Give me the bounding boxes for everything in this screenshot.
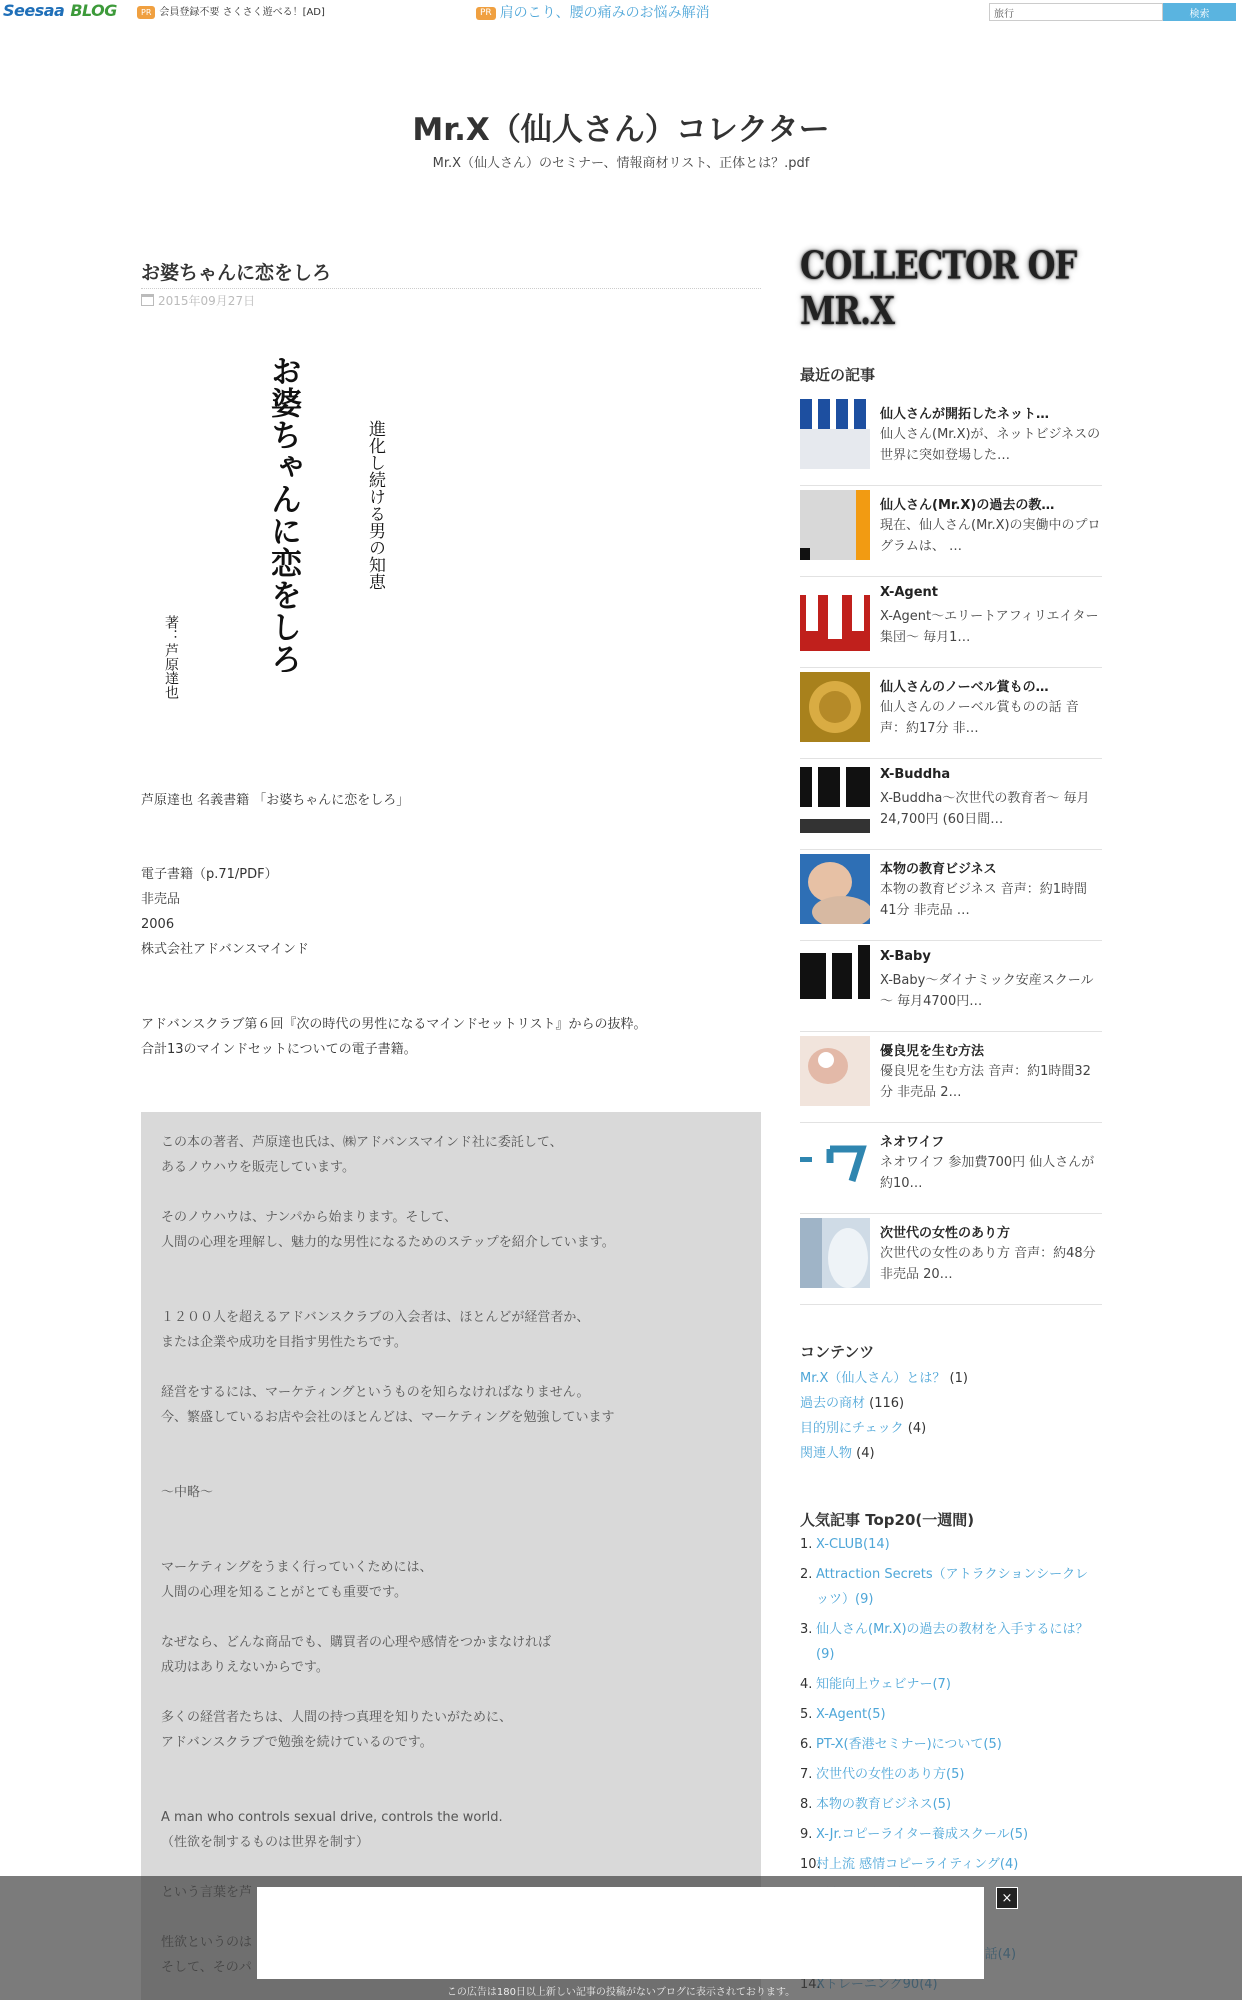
popular-link[interactable]: X-CLUB(14) (816, 1537, 890, 1552)
popular-item (800, 1617, 1100, 1667)
detail-line: 電子書籍（p.71/PDF） (141, 867, 278, 882)
recent-post-title[interactable]: 本物の教育ビジネス (880, 862, 997, 877)
top-ad-link-1[interactable] (137, 3, 325, 19)
logo-blog: BLOG (70, 1, 117, 20)
popular-item (800, 1702, 1100, 1727)
recent-post-snippet: 次世代の女性のあり方 音声：約48分 非売品 20… (880, 1246, 1096, 1282)
popular-link[interactable]: 村上流 感情コピーライティング(4) (816, 1857, 1019, 1872)
post-thumbnail[interactable] (800, 763, 870, 833)
popular-link[interactable]: 仙人さん(Mr.X)の過去の教材を入手するには？(9) (816, 1622, 1089, 1662)
recent-post-item[interactable] (800, 577, 1102, 668)
recent-post-item[interactable] (800, 486, 1102, 577)
recent-post-title[interactable]: 次世代の女性のあり方 (880, 1226, 1011, 1241)
calendar-icon (141, 294, 154, 306)
category-item (800, 1391, 968, 1416)
recent-post-item[interactable] (800, 941, 1102, 1032)
blockquote-text: この本の著者、芦原達也氏は、㈱アドバンスマインド社に委託して、 あるノウハウを販売しています。 そのノウハウは、ナンパから始まります。そして、 人間の心理を理解し、魅力的な男性になるためのステップを紹介しています。 １２００人を超えるアドバンスクラブの入会者は、ほとんどが経営者か、 または企業や成功を目指す男性たちです。 経営をするには、マーケティングというものを知らなければなりません。 今、繁盛しているお店や会社のほとんどは、マーケティングを勉強しています ～中略～ マーケティングをうまく行っていくためには、 人間の心理を知ることがとても重要です。 なぜなら、どんな商品でも、購買者の心理や感情をつかまなければ 成功はありえないからです。 多くの経営者たちは、人間の持つ真理を知りたいがために、 アドバンスクラブで勉強を続けているのです。 A man who controls sexual drive, controls the world. （性欲を制するものは世界を制す） (161, 1135, 615, 1850)
summary-line: 合計13のマインドセットについての電子書籍。 (141, 1042, 417, 1057)
cover-title: お婆ちゃんに恋をしろ (265, 355, 301, 675)
category-item (800, 1416, 968, 1441)
recent-post-snippet: X-Baby～ダイナミック安産スクール～ 毎月4700円… (880, 973, 1094, 1009)
contents-heading: コンテンツ (800, 1343, 875, 1361)
recent-post-title[interactable]: 優良児を生む方法 (880, 1044, 985, 1059)
post-thumbnail[interactable] (800, 1036, 870, 1106)
top-ad-link-2[interactable] (476, 2, 710, 22)
popular-item (800, 1732, 1100, 1757)
blockquote (141, 1112, 761, 2000)
category-item (800, 1366, 968, 1391)
ad-text: 会員登録不要 さくさく遊べる！[AD] (159, 7, 325, 18)
recent-post-snippet: 仙人さん(Mr.X)が、ネットビジネスの世界に突如登場した… (880, 427, 1101, 463)
site-description: Mr.X（仙人さん）のセミナー、情報商材リスト、正体とは？.pdf (432, 156, 810, 171)
category-link[interactable]: 過去の商材 (800, 1396, 866, 1411)
post-thumbnail[interactable] (800, 1127, 870, 1197)
popular-posts-heading: 人気記事 Top20(一週間) (800, 1511, 975, 1529)
post-date-text: 2015年09月27日 (158, 294, 256, 308)
category-count: (1) (949, 1371, 968, 1386)
recent-posts-heading: 最近の記事 (800, 366, 876, 384)
cover-author: 著：芦原達也 (163, 615, 179, 699)
recent-post-item[interactable] (800, 1123, 1102, 1214)
recent-post-title[interactable]: X-Buddha (880, 767, 951, 782)
close-icon[interactable]: × (996, 1887, 1018, 1909)
recent-post-item[interactable] (800, 850, 1102, 941)
cover-subtitle: 進化し続ける男の知恵 (365, 420, 385, 590)
post-paragraph-summary (141, 1012, 646, 1062)
category-link[interactable]: Mr.X（仙人さん）とは？ (800, 1371, 946, 1386)
category-item (800, 1441, 968, 1466)
rank-number: 3. (800, 1622, 813, 1637)
rank-number: 4. (800, 1677, 813, 1692)
logo-seesaa: Seesaa (3, 1, 65, 20)
rank-number: 1. (800, 1537, 813, 1552)
rank-number: 7. (800, 1767, 813, 1782)
category-count: (116) (869, 1396, 905, 1411)
recent-post-item[interactable] (800, 668, 1102, 759)
site-title[interactable]: Mr.X（仙人さん）コレクター (412, 112, 830, 148)
search-button[interactable]: 検索 (1163, 3, 1236, 21)
top-bar (0, 0, 1242, 24)
pr-badge: PR (476, 7, 496, 20)
recent-post-title[interactable]: 仙人さんのノーベル賞もの… (880, 680, 1049, 695)
seesaa-blog-logo[interactable] (3, 1, 117, 20)
rank-number: 5. (800, 1707, 813, 1722)
recent-post-snippet: 現在、仙人さん(Mr.X)の実働中のプログラムは、 … (880, 518, 1101, 554)
pr-badge: PR (137, 6, 155, 19)
rank-number: 9. (800, 1827, 813, 1842)
post-thumbnail[interactable] (800, 945, 870, 1015)
popular-link[interactable]: 次世代の女性のあり方(5) (816, 1767, 965, 1782)
recent-posts-list (800, 395, 1102, 1305)
ad-overlay (0, 1876, 1242, 2000)
ad-notice: この広告は180日以上新しい記事の投稿がないブログに表示されております。 (446, 1987, 796, 1998)
post-paragraph-details (141, 862, 309, 962)
recent-post-item[interactable] (800, 759, 1102, 850)
detail-line: 非売品 (141, 892, 181, 907)
search-input[interactable] (989, 3, 1163, 21)
recent-post-snippet: 優良児を生む方法 音声：約1時間32分 非売品 2… (880, 1064, 1091, 1100)
recent-post-item[interactable] (800, 1214, 1102, 1305)
rank-number: 10. (800, 1857, 821, 1872)
recent-post-snippet: 仙人さんのノーベル賞ものの話 音声：約17分 非… (880, 700, 1079, 736)
recent-post-snippet: 本物の教育ビジネス 音声：約1時間41分 非売品 … (880, 882, 1088, 918)
post-thumbnail[interactable] (800, 581, 870, 651)
popular-item (800, 1822, 1100, 1847)
category-count: (4) (907, 1421, 927, 1436)
category-link[interactable]: 関連人物 (800, 1446, 853, 1461)
post-thumbnail[interactable] (800, 854, 870, 924)
category-link[interactable]: 目的別にチェック (800, 1421, 904, 1436)
post-title[interactable]: お婆ちゃんに恋をしろ (141, 262, 332, 284)
banner-text: COLLECTOR OF MR.X (800, 241, 1077, 334)
recent-post-item[interactable] (800, 395, 1102, 486)
post-thumbnail[interactable] (800, 490, 870, 560)
popular-link[interactable]: X-Agent(5) (816, 1707, 886, 1722)
popular-link[interactable]: 本物の教育ビジネス(5) (816, 1797, 952, 1812)
popular-item (800, 1532, 1100, 1557)
recent-post-snippet: X-Agent～エリートアフィリエイター集団～ 毎月1… (880, 609, 1099, 645)
book-cover-image (141, 345, 431, 725)
popular-item (800, 1562, 1100, 1612)
popular-item (800, 1672, 1100, 1697)
rank-number: 2. (800, 1567, 813, 1582)
post-date (141, 292, 255, 309)
recent-post-title[interactable]: 仙人さんが開拓したネット… (880, 407, 1050, 422)
popular-item (800, 1852, 1100, 1877)
popular-link[interactable]: Attraction Secrets（アトラクションシークレッツ）(9) (816, 1567, 1089, 1607)
recent-post-title[interactable]: 仙人さん(Mr.X)の過去の教… (880, 498, 1055, 513)
rank-number: 6. (800, 1737, 813, 1752)
recent-post-title[interactable]: ネオワイフ (880, 1135, 945, 1150)
title-divider (141, 288, 761, 289)
popular-link[interactable]: 知能向上ウェビナー(7) (816, 1677, 951, 1692)
recent-post-snippet: X-Buddha～次世代の教育者～ 毎月24,700円 (60日間… (880, 791, 1090, 827)
post-paragraph-intro: 芦原達也 名義書籍 「お婆ちゃんに恋をしろ」 (141, 793, 410, 808)
rank-number: 8. (800, 1797, 813, 1812)
popular-item (800, 1762, 1100, 1787)
post-thumbnail[interactable] (800, 1218, 870, 1288)
recent-post-title[interactable]: X-Agent (880, 585, 939, 600)
popular-link[interactable]: PT-X(香港セミナー)について(5) (816, 1737, 1002, 1752)
post-thumbnail[interactable] (800, 399, 870, 469)
ad-text: 肩のこり、腰の痛みのお悩み解消 (499, 5, 710, 21)
popular-link[interactable]: X-Jr.コピーライター養成スクール(5) (816, 1827, 1029, 1842)
recent-post-snippet: ネオワイフ 参加費700円 仙人さんが約10… (880, 1155, 1095, 1191)
ad-banner[interactable] (257, 1887, 984, 1979)
category-list (800, 1366, 968, 1466)
detail-line: 株式会社アドバンスマインド (141, 942, 309, 957)
collector-of-mrx-banner[interactable] (800, 241, 1095, 334)
recent-post-item[interactable] (800, 1032, 1102, 1123)
detail-line: 2006 (141, 917, 175, 932)
recent-post-title[interactable]: X-Baby (880, 949, 931, 964)
post-thumbnail[interactable] (800, 672, 870, 742)
popular-item (800, 1792, 1100, 1817)
category-count: (4) (856, 1446, 875, 1461)
summary-line: アドバンスクラブ第６回『次の時代の男性になるマインドセットリスト』からの抜粋。 (141, 1017, 647, 1032)
